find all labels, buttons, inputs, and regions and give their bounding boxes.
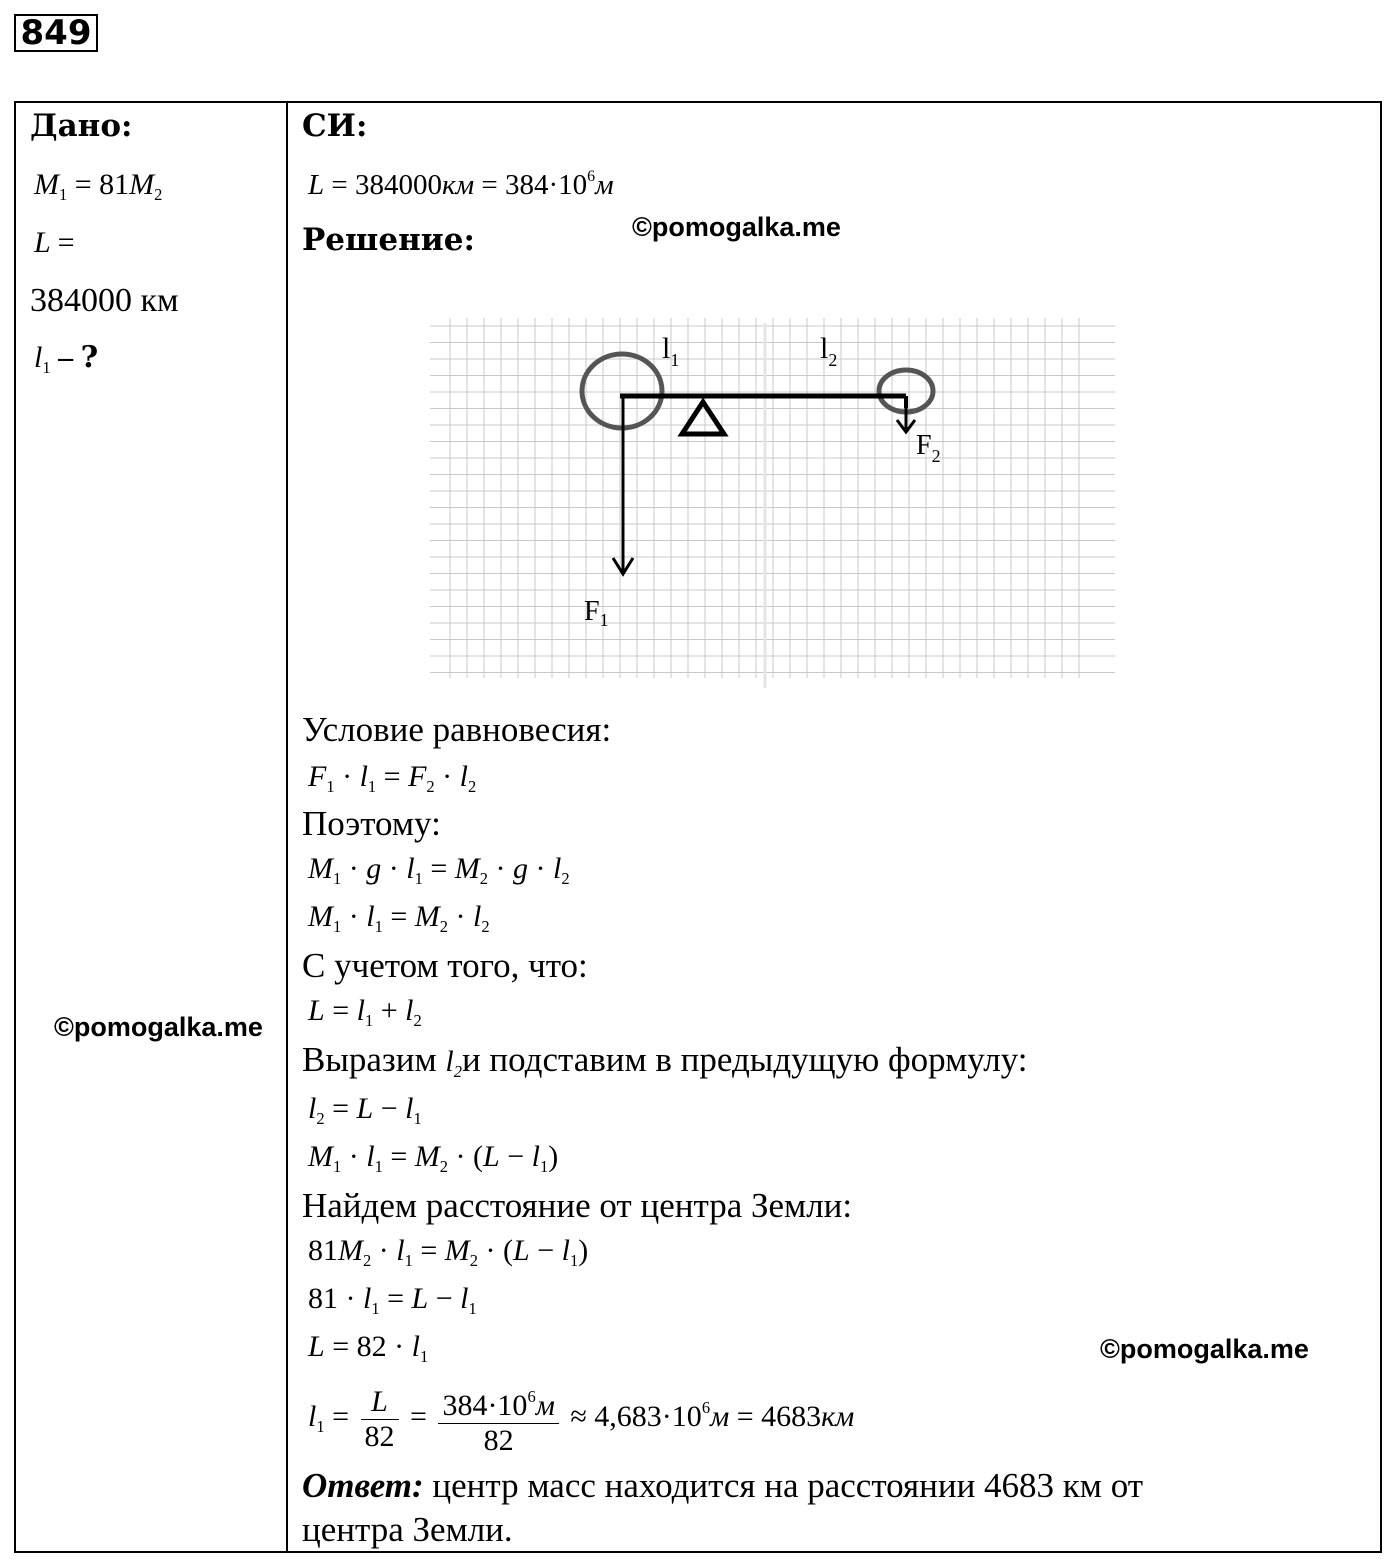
equation-final: $l_1$ = $\frac{L}{82}$ = $\frac{384\cdot 10^6м}{82}$ ≈ $4,683\cdot 10^6м = 4683км$ xyxy=(308,1380,854,1458)
given-distance-label: L = xyxy=(34,226,75,259)
equation-81l1: $81 \cdot l_1 = L - l_1$ xyxy=(308,1282,477,1318)
watermark-top: ©pomogalka.me xyxy=(632,212,841,242)
problem-number: 849 xyxy=(14,14,98,52)
express-text: Выразим $l_2и$ подставим в предыдущую формулу: xyxy=(302,1040,1028,1081)
label-F2: $F_2$ xyxy=(916,430,941,466)
label-l2: $l_2$ xyxy=(820,332,838,370)
column-divider xyxy=(286,101,288,1553)
equation-substituted: $M_1 \cdot l_1 = M_2 \cdot (L - l_1)$ xyxy=(308,1140,559,1176)
answer-line-2: центра Земли. xyxy=(302,1510,513,1549)
equation-81M2: $81M_2 \cdot l_1 = M_2 \cdot (L - l_1)$ xyxy=(308,1234,589,1270)
given-unknown: $l_1$ – ? xyxy=(34,340,99,377)
given-distance-value: 384000 км xyxy=(30,282,179,319)
equation-l2: $l_2 = L - l_1$ xyxy=(308,1092,422,1128)
equilibrium-text: Условие равновесия: xyxy=(302,710,612,749)
given-heading: Дано: xyxy=(30,108,133,144)
watermark-right: ©pomogalka.me xyxy=(1100,1334,1309,1364)
watermark-left: ©pomogalka.me xyxy=(54,1012,263,1042)
answer-line-1: Ответ: центр масс находится на расстоянии 4683 км от xyxy=(302,1466,1144,1505)
label-F1: $F_1$ xyxy=(584,596,609,630)
equation-L-82l1: $L = 82 \cdot l_1$ xyxy=(308,1330,429,1366)
label-l1: $l_1$ xyxy=(662,332,680,370)
therefore-text: Поэтому: xyxy=(302,804,441,843)
si-conversion: $L = 384000км = 384\cdot 10^6м$ xyxy=(308,168,614,201)
si-heading: СИ: xyxy=(302,108,368,144)
equation-weights: $M_1 \cdot g \cdot l_1 = M_2 \cdot g \cdot l_2$ xyxy=(308,852,570,888)
solution-heading: Решение: xyxy=(302,222,475,258)
given-that-text: С учетом того, что: xyxy=(302,946,588,985)
lever-diagram xyxy=(430,318,1120,693)
equation-masses: $M_1 \cdot l_1 = M_2 \cdot l_2$ xyxy=(308,900,490,936)
equation-total-distance: $L = l_1 + l_2$ xyxy=(308,994,422,1030)
given-mass-relation: $M_1 = 81M_2$ xyxy=(34,168,163,204)
equation-moments: $F_1 \cdot l_1 = F_2 \cdot l_2$ xyxy=(308,760,477,796)
grid-background xyxy=(430,318,1115,678)
find-text: Найдем расстояние от центра Земли: xyxy=(302,1186,853,1225)
